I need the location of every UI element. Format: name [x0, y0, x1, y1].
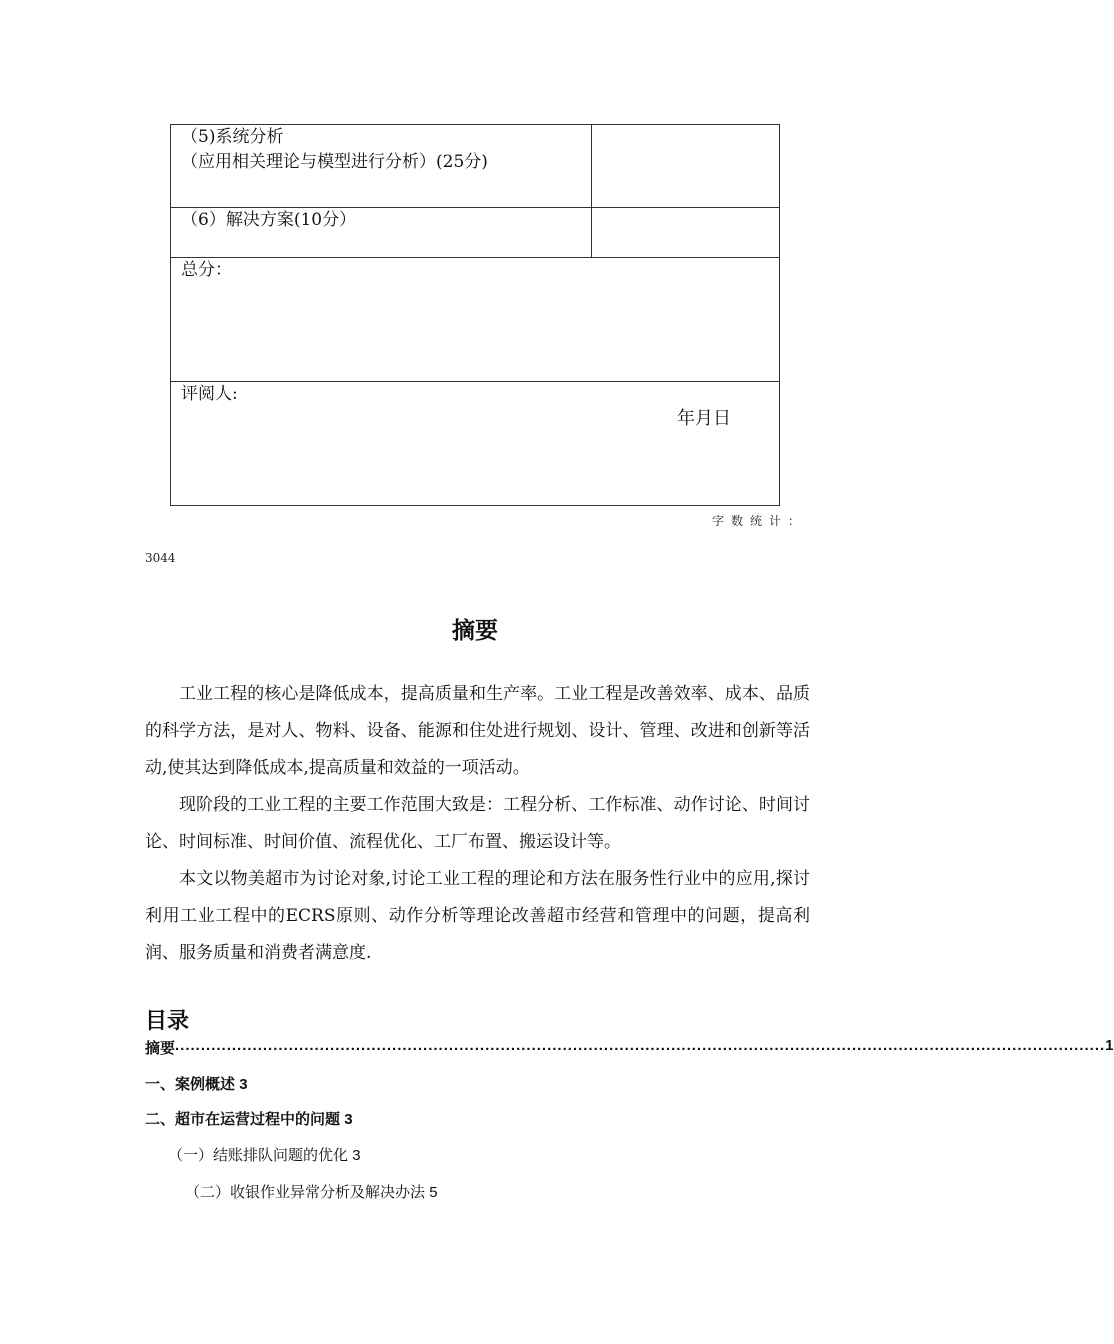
toc-entry-abstract[interactable] [145, 1037, 1114, 1058]
abstract-paragraph: 本文以物美超市为讨论对象,讨论工业工程的理论和方法在服务性行业中的应用,探讨利用工业工程中的ECRS原则、动作分析等理论改善超市经营和管理中的问题，提高利润、服务质量和消费者满意度. [145, 869, 810, 963]
reviewer-label: 评阅人: [181, 384, 238, 404]
toc-entry-text: （一）结账排队问题的优化 [168, 1147, 349, 1164]
date-label: 年月日 [677, 408, 731, 429]
total-score-cell [171, 258, 780, 382]
solution-label: （6）解决方案(10分） [181, 210, 357, 230]
toc-entry-problems[interactable] [145, 1108, 353, 1129]
abstract-body [145, 676, 810, 972]
system-analysis-cell [171, 125, 592, 208]
toc-entry-overview[interactable] [145, 1073, 248, 1094]
abstract-paragraph: 工业工程的核心是降低成本，提高质量和生产率。工业工程是改善效率、成本、品质的科学方法，是对人、物料、设备、能源和住处进行规划、设计、管理、改进和创新等活动,使其达到降低成本,提高质量和效益的一项活动。 [145, 684, 810, 778]
grading-table [170, 124, 780, 506]
toc-entry-cashier[interactable] [185, 1181, 438, 1202]
toc-leader-dots: .................................................................................................................................................................................... [175, 1037, 1106, 1054]
toc-entry-page: 3 [352, 1147, 361, 1164]
toc-entry-page: 3 [344, 1111, 353, 1128]
solution-cell [171, 208, 592, 258]
system-analysis-title: （5)系统分析 [181, 127, 284, 147]
toc-entry-page: 1 [1105, 1037, 1114, 1054]
toc-entry-text: 二、超市在运营过程中的问题 [145, 1111, 341, 1128]
abstract-title: 摘要 [452, 618, 498, 644]
reviewer-cell [171, 382, 780, 506]
toc-entry-text: 一、案例概述 [145, 1076, 236, 1093]
solution-score-cell [592, 208, 780, 258]
word-count-value: 3044 [145, 551, 176, 565]
system-analysis-desc: （应用相关理论与模型进行分析）(25分) [181, 152, 488, 172]
abstract-paragraph: 现阶段的工业工程的主要工作范围大致是：工程分析、工作标准、动作讨论、时间讨论、时间标准、时间价值、流程优化、工厂布置、搬运设计等。 [145, 795, 810, 852]
total-score-label: 总分： [181, 260, 232, 280]
system-analysis-score-cell [592, 125, 780, 208]
toc-entry-page: 5 [429, 1184, 438, 1201]
toc-title: 目录 [145, 1008, 190, 1033]
toc-entry-page: 3 [239, 1076, 248, 1093]
toc-entry-text: （二）收银作业异常分析及解决办法 [185, 1184, 426, 1201]
toc-entry-text: 摘要 [145, 1040, 176, 1057]
word-count-label: 字数统计： [712, 514, 808, 528]
toc-entry-queue[interactable] [168, 1144, 361, 1165]
